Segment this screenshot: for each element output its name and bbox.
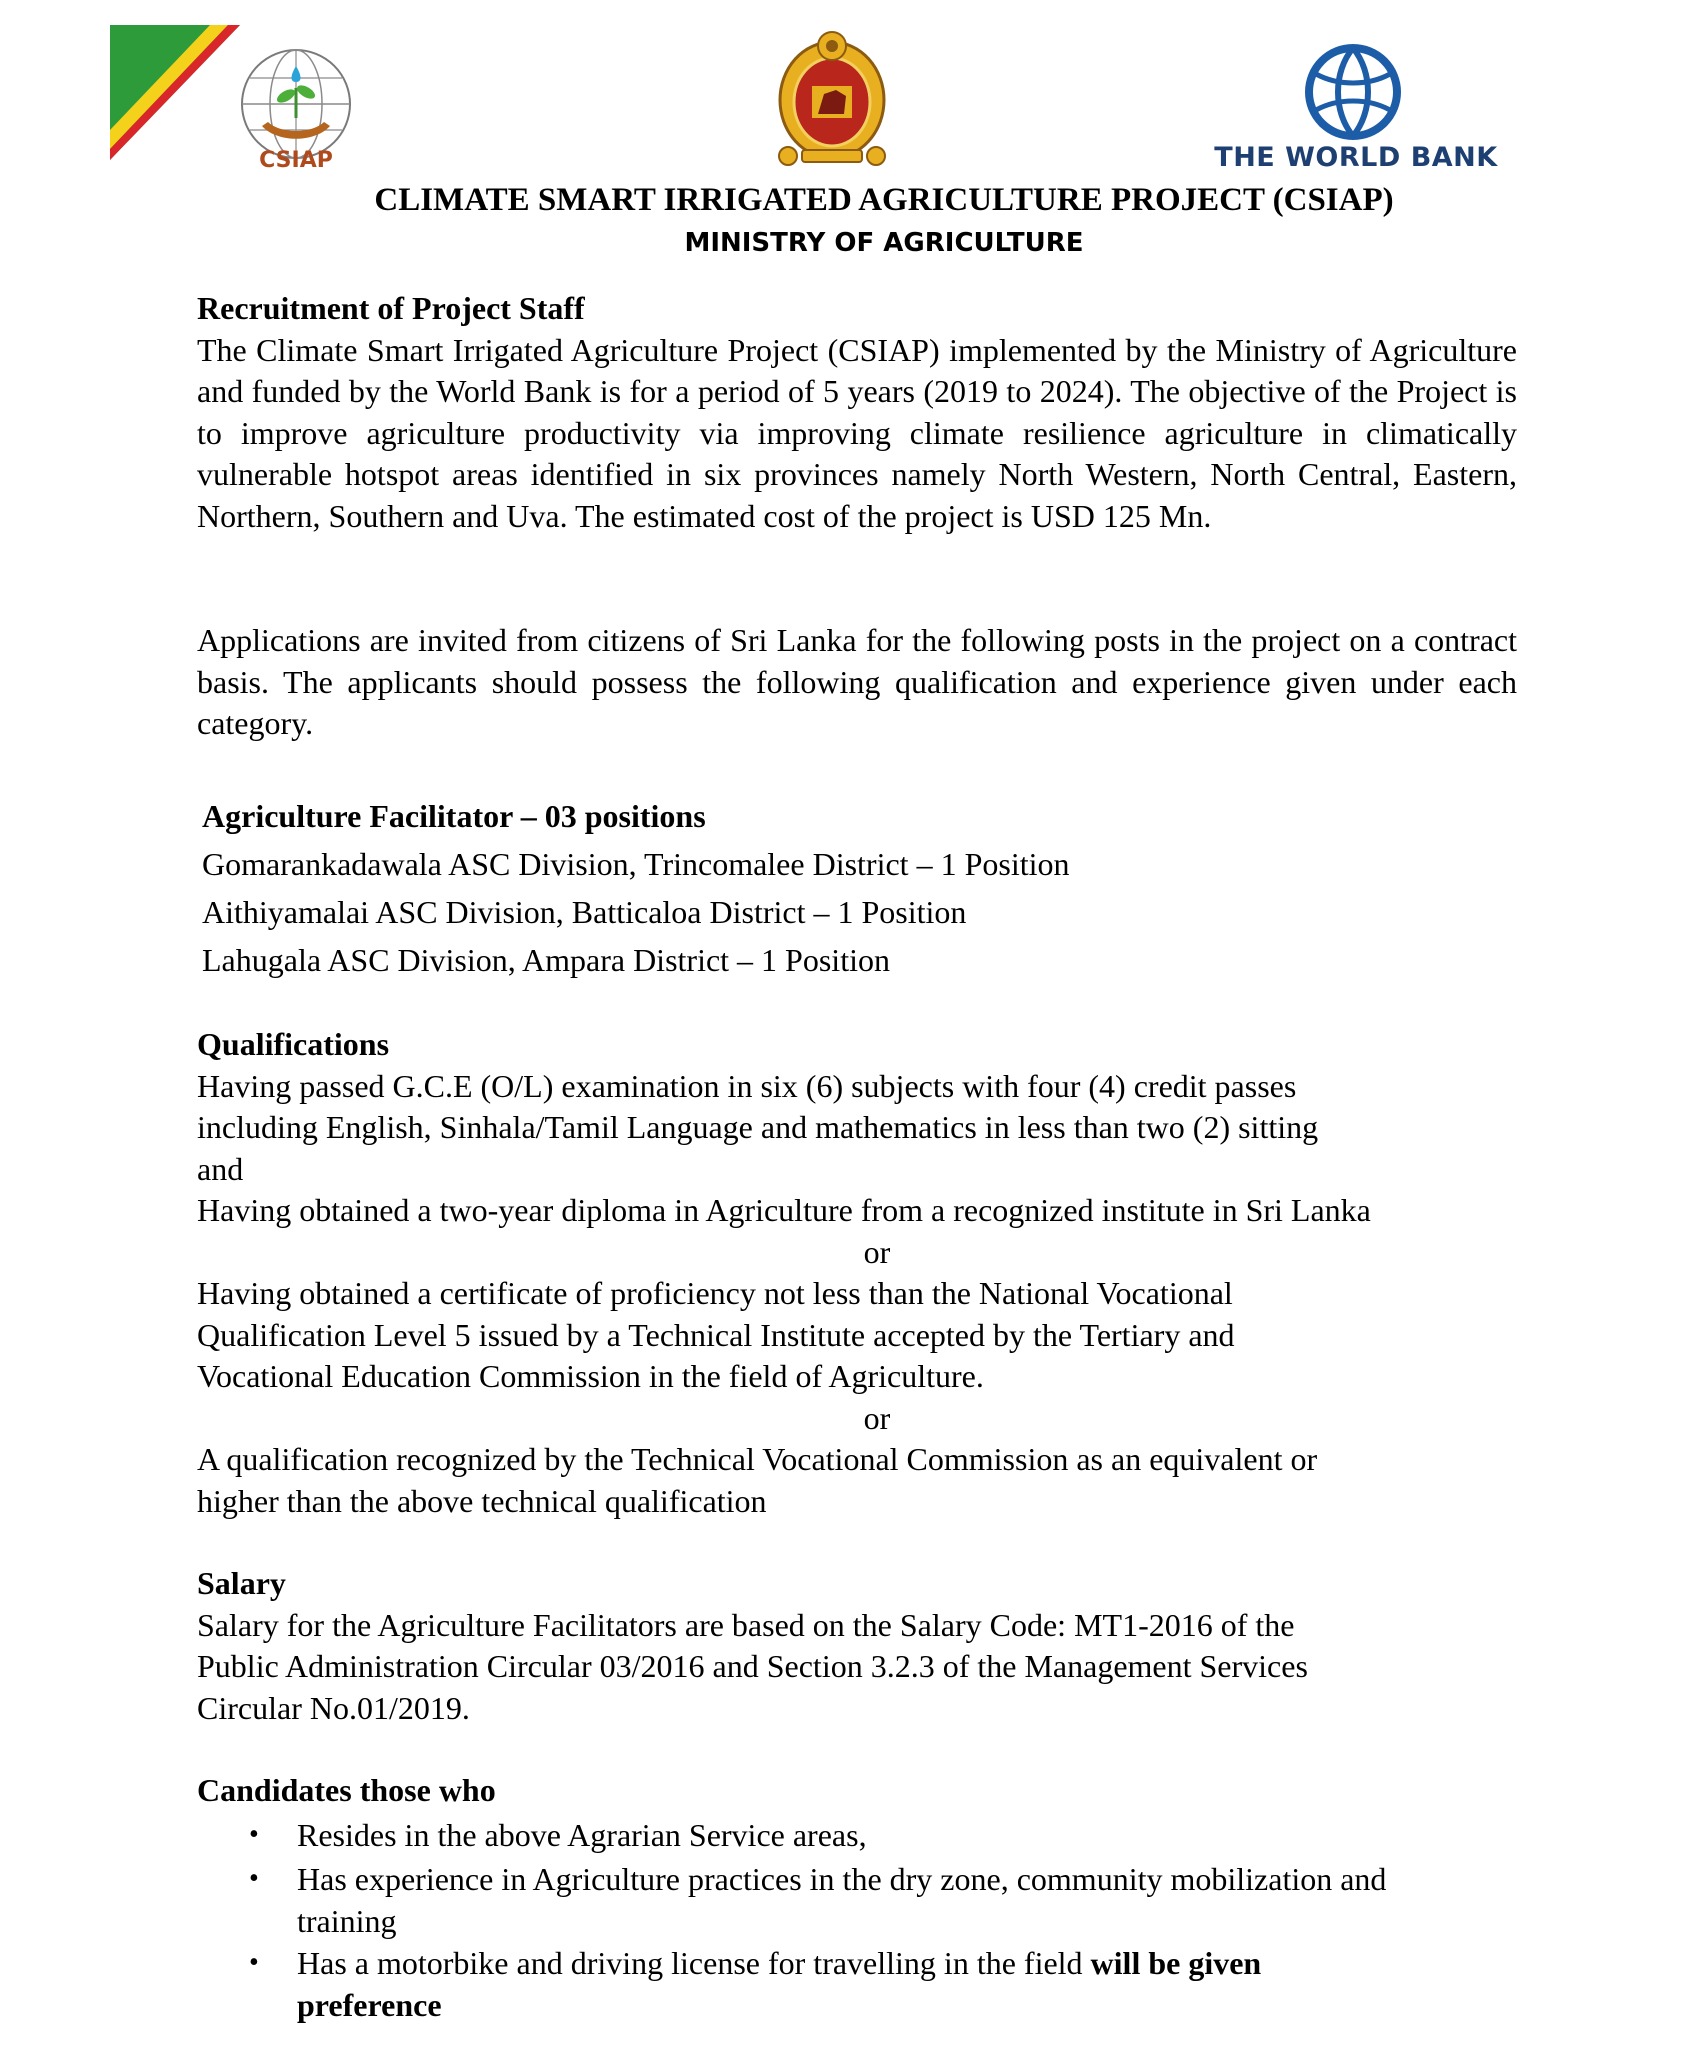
bullet-icon: •	[249, 1818, 259, 1850]
qualification-line: Having obtained a two-year diploma in Agriculture from a recognized institute in Sri Lanka	[197, 1192, 1371, 1228]
qualification-line: including English, Sinhala/Tamil Language and mathematics in less than two (2) sitting	[197, 1109, 1319, 1145]
salary-line: Salary for the Agriculture Facilitators are based on the Salary Code: MT1-2016 of the	[197, 1606, 1295, 1643]
csiap-flag-stripes	[110, 25, 240, 160]
salary-line: Circular No.01/2019.	[197, 1689, 470, 1726]
ministry-subtitle: MINISTRY OF AGRICULTURE	[684, 228, 1084, 258]
list-item	[197, 1812, 1517, 1858]
csiap-logo-text: CSIAP	[259, 148, 333, 173]
sri-lanka-emblem	[772, 28, 892, 176]
candidate-item-text: Has a motorbike and driving license for travelling in the field	[297, 1944, 1091, 1981]
preference-emphasis: will be given	[1090, 1944, 1262, 1981]
applications-paragraph: Applications are invited from citizens of Sri Lanka for the following posts in the project on a contract basis. The applicants should possess the following qualification and experience given under each category.	[197, 622, 1517, 741]
recruitment-paragraph: The Climate Smart Irrigated Agriculture Project (CSIAP) implemented by the Ministry of Agriculture and funded by the World Bank is for a period of 5 years (2019 to 2024). The objective of the Project is to improve agriculture productivity via improving climate resilience agriculture in climatically vulnerable hotspot areas identified in six provinces namely North Western, North Central, Eastern, Northern, Southern and Uva. The estimated cost of the project is USD 125 Mn.	[197, 331, 1517, 534]
world-bank-logo-text: THE WORLD BANK	[1214, 142, 1498, 173]
position-item: Gomarankadawala ASC Division, Trincomalee District – 1 Position	[202, 846, 1070, 882]
qualification-line: A qualification recognized by the Technical Vocational Commission as an equivalent or	[197, 1441, 1318, 1477]
project-title: CLIMATE SMART IRRIGATED AGRICULTURE PROJECT (CSIAP)	[374, 182, 1394, 218]
qualification-line: and	[197, 1150, 244, 1187]
salary-heading: Salary	[197, 1565, 286, 1601]
candidates-list	[197, 1812, 1517, 2026]
or-separator: or	[863, 1399, 891, 1436]
candidate-item-text: Has experience in Agriculture practices in the dry zone, community mobilization and	[297, 1860, 1387, 1897]
position-item: Aithiyamalai ASC Division, Batticaloa District – 1 Position	[202, 894, 967, 930]
qualification-line: Having passed G.C.E (O/L) examination in six (6) subjects with four (4) credit passes	[197, 1067, 1297, 1104]
recruitment-section	[197, 288, 1517, 537]
preference-emphasis: preference	[297, 1986, 442, 2023]
candidate-item-text: training	[297, 1902, 397, 1939]
qualification-line: Having obtained a certificate of proficiency not less than the National Vocational	[197, 1275, 1233, 1311]
bullet-icon: •	[249, 1946, 259, 1978]
positions-section	[202, 792, 1522, 984]
world-bank-globe-logo	[1298, 42, 1408, 142]
candidate-item-text: Resides in the above Agrarian Service areas,	[297, 1816, 867, 1853]
recruitment-heading: Recruitment of Project Staff	[197, 290, 585, 326]
qualifications-heading: Qualifications	[197, 1026, 390, 1062]
salary-line: Public Administration Circular 03/2016 and Section 3.2.3 of the Management Services	[197, 1648, 1308, 1684]
salary-section	[197, 1563, 1517, 1729]
qualification-line: Vocational Education Commission in the field of Agriculture.	[197, 1358, 984, 1394]
list-item	[197, 1858, 1517, 1942]
positions-heading: Agriculture Facilitator – 03 positions	[202, 798, 706, 834]
candidates-heading: Candidates those who	[197, 1772, 496, 1808]
candidates-section	[197, 1770, 1517, 2026]
bullet-icon: •	[249, 1862, 259, 1894]
qualification-line: higher than the above technical qualification	[197, 1482, 767, 1519]
qualifications-section	[197, 1024, 1517, 1522]
list-item	[197, 1942, 1517, 2026]
position-item: Lahugala ASC Division, Ampara District – 1 Position	[202, 942, 890, 978]
qualification-line: Qualification Level 5 issued by a Technical Institute accepted by the Tertiary and	[197, 1316, 1235, 1353]
or-separator: or	[863, 1233, 891, 1270]
